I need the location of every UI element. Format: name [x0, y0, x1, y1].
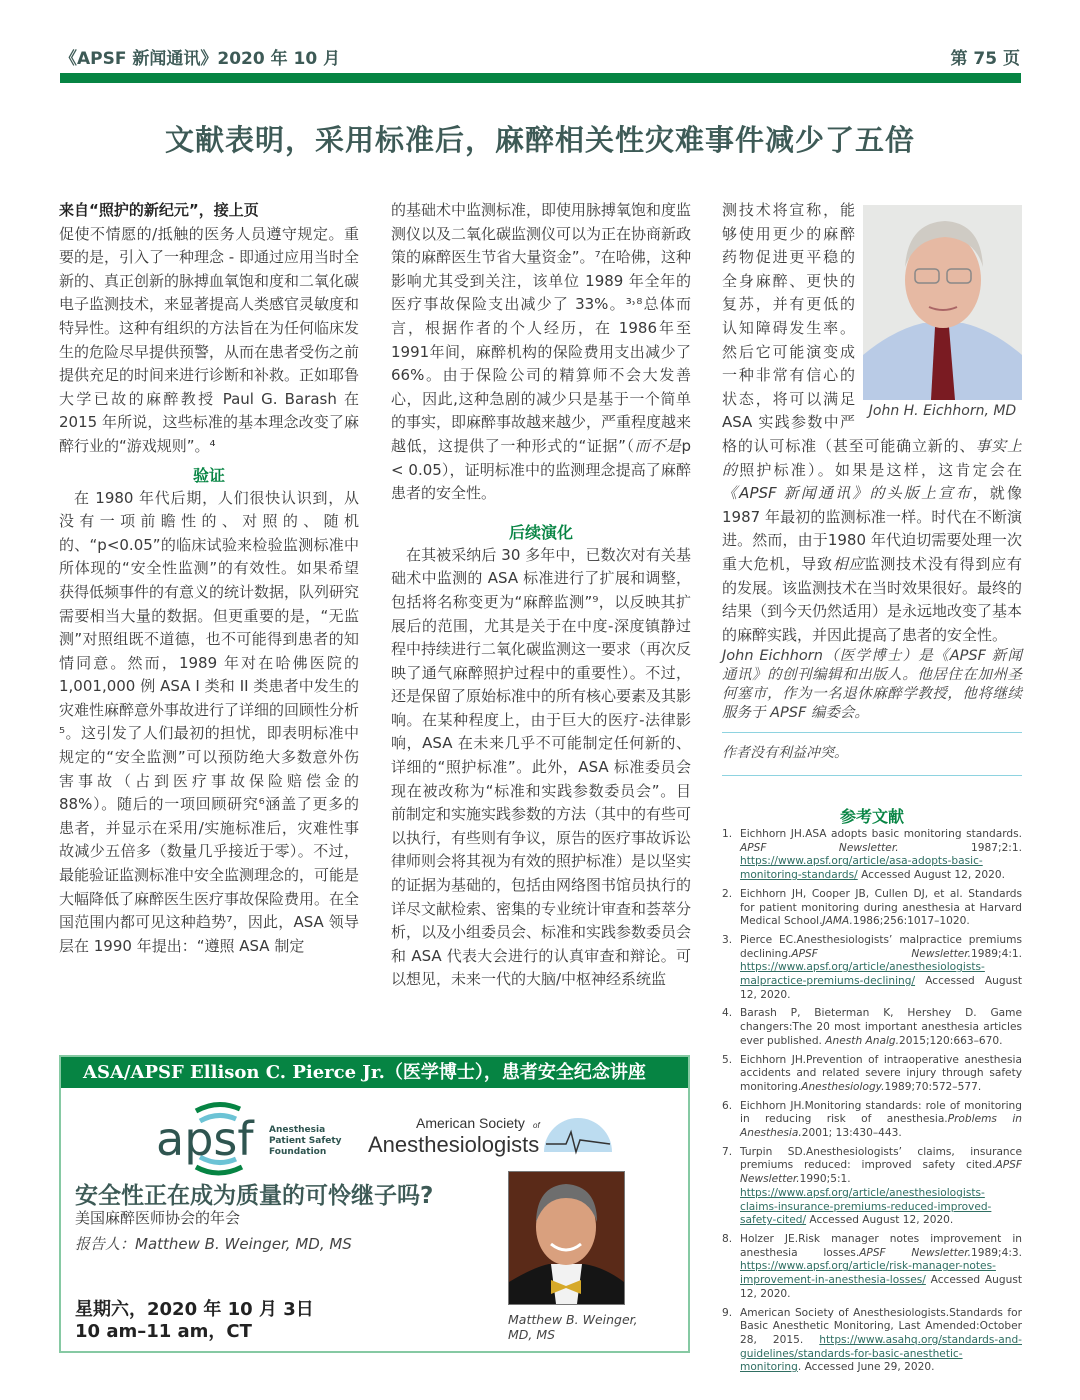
- column-1: [59, 199, 359, 958]
- reference-list: [722, 828, 1022, 1375]
- apsf-logo: [156, 1099, 356, 1183]
- reference-accessed: Accessed August 12, 2020.: [857, 869, 1005, 882]
- reference-text: Barash P, Bieterman K, Hershey D. Game changers:The 20 most important anesthesia articles ever published.: [740, 1007, 1022, 1047]
- conflict-of-interest: 作者没有利益冲突。: [722, 745, 848, 762]
- reference-journal: APSF Newsletter.: [740, 841, 899, 854]
- speaker-name: Matthew B. Weinger, MD, MS: [135, 1235, 352, 1253]
- reference-number: 5.: [722, 1053, 733, 1066]
- apsf-logo-line: Anesthesia: [269, 1125, 326, 1135]
- reference-journal: Anesthesiology.: [801, 1080, 885, 1093]
- reference-item: [722, 828, 1022, 883]
- speaker-label: 报告人：: [75, 1235, 136, 1253]
- lecture-announcement: [59, 1055, 690, 1353]
- reference-number: 2.: [722, 887, 733, 900]
- speaker-photo-caption: Matthew B. Weinger, MD, MS: [508, 1312, 638, 1342]
- reference-citation: 2015;120:663–670.: [899, 1034, 1003, 1047]
- reference-citation: 1989;4:3.: [971, 1246, 1022, 1259]
- text: 照护标准）。如果是这样，这肯定会在: [739, 460, 1022, 479]
- reference-item: [722, 934, 1022, 1003]
- text: 监测技术没有得到应有的发展。该监测技术在当时效果很好。最终的结果（到今天仍然适用）是永远地改变了基本的麻醉实践，并因此提高了患者的安全性。: [722, 554, 1023, 644]
- reference-item: [722, 1007, 1022, 1048]
- reference-citation: 1989;4:1.: [971, 947, 1022, 960]
- reference-link[interactable]: https://www.asahq.org/standards-and-guidelines/standards-for-basic-anesthetic-monitoring: [740, 1333, 1022, 1374]
- publication-header: 《APSF 新闻通讯》2020 年 10 月: [60, 49, 341, 69]
- reference-number: 9.: [722, 1306, 733, 1319]
- apsf-logo-line: Foundation: [269, 1147, 327, 1157]
- reference-journal: APSF Newsletter.: [740, 1159, 1022, 1186]
- lecture-date: 星期六，2020 年 10 月 3日: [75, 1299, 314, 1320]
- reference-accessed: Accessed August 12, 2020.: [740, 975, 1022, 1001]
- reference-number: 6.: [722, 1099, 733, 1112]
- asa-logo-line: Anesthesiologists: [368, 1132, 540, 1157]
- paragraph: 在其被采纳后 30 多年中，已数次对有关基础术中监测的 ASA 标准进行了扩展和调整，包括将名称变更为“麻醉监测”⁹，以反映其扩展后的范围，尤其是关于在中度-深度镇静过程中持续进行二氧化碳监测这一要求（再次反映了通气麻醉照护过程中的重要性）。不过，还是保留了原始标准中的所有核心要素及其影响。在某种程度上，由于巨大的医疗-法律影响，ASA 在未来几乎不可能制定任何新的、详细的“照护标准”。此外，ASA 标准委员会现在被改称为“标准和实践参数委员会”。目前制定和实施实践参数的方法（其中的有些可以执行，有些则有争议，原告的医疗事故诉讼律师则会将其视为有效的照护标准）是以坚实的证据为基础的，包括由网络图书馆员执行的详尽文献检索、密集的专业统计审查和荟萃分析，以及小组委员会、标准和实践参数委员会和 ASA 代表大会进行的认真审查和辩论。可以想见，未来一代的大脑/中枢神经系统监: [391, 545, 692, 989]
- paragraph: 促使不情愿的/抵触的医务人员遵守规定。重要的是，引入了一种理念 - 即通过应用当时全新的、真正创新的脉搏血氧饱和度和二氧化碳电子监测技术，来显著提高人类感官灵敏度和特异性。这种有组织的方法旨在为任何临床发生的危险尽早提供预警，从而在患者受伤之前提供充足的时间来进行诊断和补救。正如耶鲁大学已故的麻醉教授 Paul G. Barash 在 2015 年所说，这些标准的基本理念改变了麻醉行业的“游戏规则”。⁴: [59, 224, 360, 455]
- reference-item: [722, 1054, 1022, 1095]
- section-heading-evolution: 后续演化: [508, 522, 573, 542]
- section-heading-validation: 验证: [192, 465, 225, 485]
- column-3: [722, 199, 1022, 785]
- italic-text: 《APSF 新闻通讯》的头版上宣布: [722, 484, 973, 503]
- reference-citation: 2001; 13:430–443.: [801, 1127, 902, 1140]
- reference-journal: APSF Newsletter.: [859, 1246, 972, 1259]
- reference-accessed: . Accessed June 29, 2020.: [797, 1361, 935, 1374]
- reference-accessed: Accessed August 12, 2020.: [806, 1214, 954, 1227]
- italic-text: 相应: [832, 554, 865, 573]
- reference-journal: Problems in Anesthesia.: [740, 1113, 1022, 1140]
- lecture-time: 10 am–11 am，CT: [75, 1321, 252, 1342]
- apsf-logo-line: Patient Safety: [269, 1136, 342, 1146]
- reference-citation: 1990;5:1.: [799, 1173, 851, 1186]
- italic-text: 事实上的: [722, 436, 1022, 479]
- reference-item: [722, 1146, 1022, 1228]
- reference-text: Eichhorn JH, Cooper JB, Cullen DJ, et al. Standards for patient monitoring during anesthesia at Harvard Medical School.: [740, 887, 1022, 928]
- reference-item: [722, 1100, 1022, 1141]
- lecture-datetime: [75, 1299, 314, 1343]
- reference-citation: 1986;256:1017–1020.: [852, 915, 970, 928]
- reference-text: Eichhorn JH.Prevention of intraoperative anesthesia accidents and related severe injury through safety monitoring.: [740, 1053, 1022, 1093]
- reference-item: [722, 1233, 1022, 1302]
- author-bio: John Eichhorn（医学博士）是《APSF 新闻通讯》的创刊编辑和出版人。他居住在加州圣何塞市，作为一名退休麻醉学教授，他将继续服务于 APSF 编委会。: [722, 648, 1022, 722]
- references: [722, 806, 1022, 1380]
- article-title: 文献表明，采用标准后，麻醉相关性灾难事件减少了五倍: [164, 123, 915, 157]
- reference-text: Pierce EC.Anesthesiologists’ malpractice premiums declining.: [740, 933, 1022, 960]
- lecture-header: ASA/APSF Ellison C. Pierce Jr.（医学博士），患者安全纪念讲座: [61, 1057, 688, 1088]
- reference-link[interactable]: https://www.apsf.org/article/asa-adopts-basic-monitoring-standards/: [740, 855, 983, 882]
- lecture-subtitle: 美国麻醉医师协会的年会: [75, 1209, 241, 1227]
- header-divider: [60, 73, 1021, 83]
- reference-citation: 1987;2:1.: [898, 841, 1022, 854]
- reference-accessed: Accessed August 12, 2020.: [740, 1274, 1022, 1300]
- text: p < 0.05），证明标准中的监测理念提高了麻醉患者的安全性。: [391, 436, 691, 503]
- reference-citation: 1989;70:572–577.: [884, 1080, 982, 1093]
- speaker-photo: [508, 1171, 625, 1305]
- reference-link[interactable]: https://www.apsf.org/article/anesthesiologists-malpractice-premiums-declining/: [740, 961, 985, 988]
- reference-number: 4.: [722, 1007, 733, 1020]
- lecture-title: 安全性正在成为质量的可怜继子吗?: [75, 1183, 434, 1209]
- reference-journal: APSF Newsletter.: [791, 947, 972, 960]
- reference-number: 7.: [722, 1145, 733, 1158]
- page-number: 第 75 页: [950, 49, 1020, 69]
- divider: [722, 775, 1022, 776]
- reference-number: 3.: [722, 933, 733, 946]
- photo-caption: John H. Eichhorn, MD: [868, 403, 1017, 419]
- asa-logo-line: American Society: [416, 1115, 525, 1131]
- column-2: [391, 199, 691, 992]
- paragraph: [391, 199, 691, 506]
- divider: [722, 732, 1022, 733]
- reference-number: 8.: [722, 1232, 733, 1245]
- asa-logo-of: of: [533, 1121, 540, 1130]
- text: 测技术将宣称，能够使用更少的麻醉药物促进更平稳的全身麻醉、更快的复苏，并有更低的认知障碍发生率。然后它可能演变成一种非常有信心的状态，将可以满足 ASA 实践参数中严格的认可标准（甚至可能确立新的、: [722, 201, 976, 455]
- lecture-speaker: [75, 1233, 352, 1254]
- asa-logo: [366, 1112, 616, 1166]
- apsf-logo-mark: apsf: [156, 1112, 254, 1166]
- author-photo: [863, 205, 1022, 421]
- reference-text: American Society of Anesthesiologists.Standards for Basic Anesthetic Monitoring, Last Amended:October 28, 2015.: [740, 1306, 1022, 1346]
- reference-text: Eichhorn JH.ASA adopts basic monitoring standards.: [740, 828, 1022, 840]
- reference-number: 1.: [722, 828, 733, 840]
- reference-text: Eichhorn JH.Monitoring standards: role of monitoring in reducing risk of anesthesia.: [740, 1099, 1022, 1126]
- reference-journal: JAMA.: [822, 915, 853, 928]
- references-heading: 参考文献: [839, 807, 904, 826]
- reference-text: Holzer JE.Risk manager notes improvement in anesthesia losses.: [740, 1232, 1022, 1259]
- reference-item: [722, 888, 1022, 929]
- reference-link[interactable]: https://www.apsf.org/article/risk-manager-notes-improvement-in-anesthesia-losses/: [740, 1260, 996, 1287]
- italic-text: 而不是: [634, 436, 682, 455]
- reference-item: [722, 1307, 1022, 1376]
- reference-text: Turpin SD.Anesthesiologists’ claims, insurance premiums reduced: improved safety cited.: [740, 1145, 1022, 1172]
- paragraph: 在 1980 年代后期，人们很快认识到，从没有一项前瞻性的、对照的、随机的、“p<0.05”的临床试验来检验监测标准中所体现的“安全性监测”的有效性。如果希望获得低频事件的有意义的统计数据，队列研究需要相当大量的数据。但更重要的是，“无监测”对照组既不道德，也不可能得到患者的知情同意。然而，1989 年对在哈佛医院的 1,001,000 例 ASA I 类和 II 类患者中发生的灾难性麻醉意外事故进行了详细的回顾性分析⁵。这引发了人们最初的担忧，即表明标准中规定的“安全监测”可以预防绝大多数意外伤害事故（占到医疗事故保险赔偿金的 88%）。随后的一项回顾研究⁶涵盖了更多的患者，并显示在采用/实施标准后，灾难性事故减少五倍多（数量几乎接近于零）。不过，最能验证监测标准中安全监测理念的，可能是大幅降低了麻醉医生医疗事故保险费用。在全国范围内都可见这种趋势⁷，因此，ASA 领导层在 1990 年提出：“遵照 ASA 制定: [59, 488, 360, 955]
- reference-link[interactable]: https://www.apsf.org/article/anesthesiologists-claims-insurance-premiums-reduced-improved-safety-cited/: [740, 1186, 992, 1227]
- eichhorn-portrait-image: [863, 205, 1022, 400]
- text: 的基础术中监测标准，即使用脉搏氧饱和度监测仪以及二氧化碳监测仪可以为正在协商新政策的麻醉医生节省大量资金”。⁷在哈佛，这种影响尤其受到关注，该单位 1989 年全年的医疗事故保险支出减少了 33%。³˒⁸总体而言，根据作者的个人经历，在 1986年至1991年间，麻醉机构的保险费用支出减少了 66%。由于保险公司的精算师不会大发善心，因此,这种急剧的减少只是基于一个简单的事实，即麻醉事故越来越少，严重程度越来越低，这提供了一种形式的“证据”（: [391, 201, 692, 455]
- continued-from: 来自“照护的新纪元”，接上页: [59, 201, 259, 219]
- text: ，就像 1987 年最初的监测标准一样。时代在不断演进。然而，由于1980 年代迫切需要处理一次重大危机，导致: [722, 484, 1022, 573]
- reference-journal: Anesth Analg.: [825, 1034, 900, 1047]
